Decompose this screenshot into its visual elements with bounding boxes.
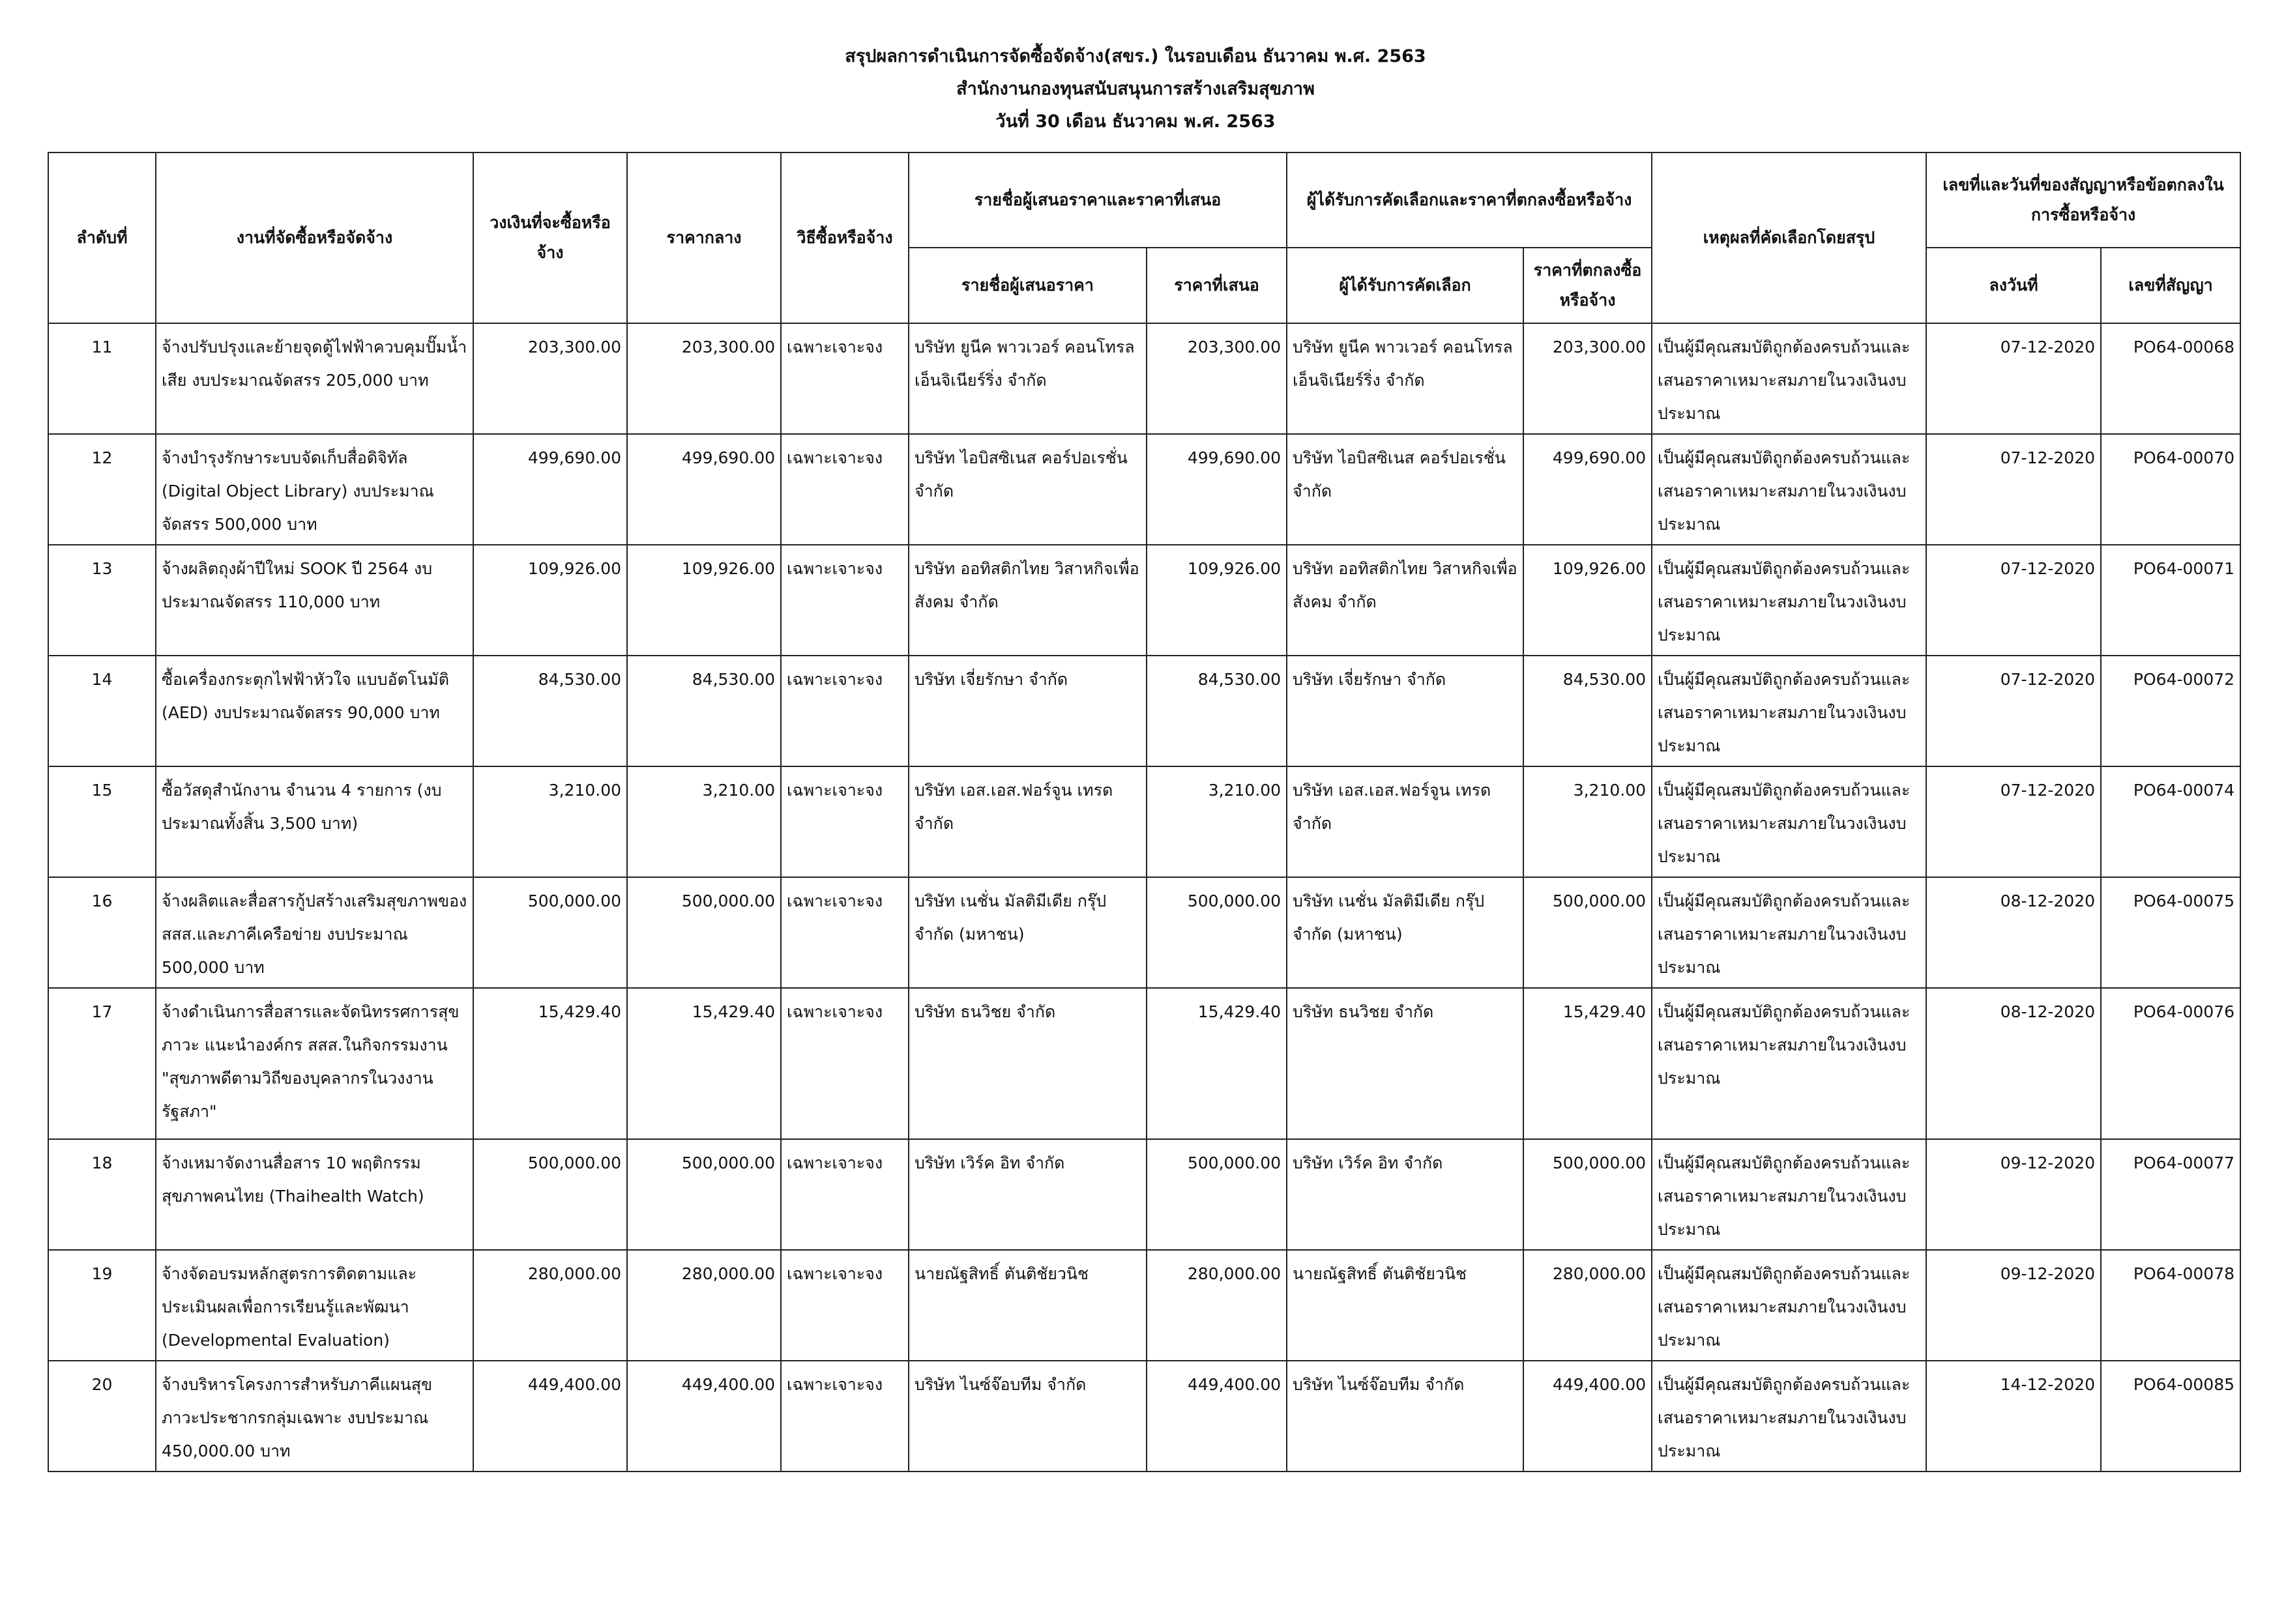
row-no: 20 (48, 1361, 156, 1472)
row-agreed-price: 499,690.00 (1523, 434, 1652, 545)
row-bidder-name: บริษัท ธนวิชย จำกัด (909, 988, 1147, 1139)
row-bidder-name: บริษัท ยูนีค พาวเวอร์ คอนโทรล เอ็นจิเนียร์ริ่ง จำกัด (909, 323, 1147, 434)
col-selected-name-header: ผู้ได้รับการคัดเลือก (1287, 248, 1523, 323)
row-work: จ้างดำเนินการสื่อสารและจัดนิทรรศการสุขภาวะ แนะนำองค์กร สสส.ในกิจกรรมงาน "สุขภาพดีตามวิถีของบุคลากรในวงงานรัฐสภา" (156, 988, 473, 1139)
col-agreed-price-header: ราคาที่ตกลงซื้อหรือจ้าง (1523, 248, 1652, 323)
row-bid-price: 499,690.00 (1147, 434, 1287, 545)
row-bid-price: 500,000.00 (1147, 1139, 1287, 1250)
row-method: เฉพาะเจาะจง (781, 1361, 909, 1472)
row-selected-name: บริษัท ไนซ์จ๊อบทีม จำกัด (1287, 1361, 1523, 1472)
row-contract-no: PO64-00076 (2101, 988, 2240, 1139)
row-bid-price: 203,300.00 (1147, 323, 1287, 434)
row-agreed-price: 500,000.00 (1523, 877, 1652, 988)
row-budget: 500,000.00 (473, 1139, 627, 1250)
report-title: สรุปผลการดำเนินการจัดซื้อจัดจ้าง(สขร.) ในรอบเดือน ธันวาคม พ.ศ. 2563 (845, 46, 1426, 66)
row-method: เฉพาะเจาะจง (781, 656, 909, 766)
row-contract-date: 08-12-2020 (1926, 877, 2101, 988)
col-bidder-name-header: รายชื่อผู้เสนอราคา (909, 248, 1147, 323)
row-contract-date: 07-12-2020 (1926, 434, 2101, 545)
row-reason: เป็นผู้มีคุณสมบัติถูกต้องครบถ้วนและเสนอราคาเหมาะสมภายในวงเงินงบประมาณ (1652, 434, 1926, 545)
row-work: จ้างบำรุงรักษาระบบจัดเก็บสื่อดิจิทัล (Digital Object Library) งบประมาณจัดสรร 500,000 บาท (156, 434, 473, 545)
procurement-table (48, 152, 2241, 1472)
row-selected-name: บริษัท เนชั่น มัลติมีเดีย กรุ๊ป จำกัด (มหาชน) (1287, 877, 1523, 988)
row-budget: 449,400.00 (473, 1361, 627, 1472)
row-budget: 280,000.00 (473, 1250, 627, 1361)
row-selected-name: บริษัท เจี่ยรักษา จำกัด (1287, 656, 1523, 766)
row-no: 16 (48, 877, 156, 988)
row-budget: 499,690.00 (473, 434, 627, 545)
col-work-header: งานที่จัดซื้อหรือจัดจ้าง (156, 152, 473, 323)
row-budget: 15,429.40 (473, 988, 627, 1139)
table-row (48, 988, 2240, 1139)
row-method: เฉพาะเจาะจง (781, 766, 909, 877)
table-row (48, 877, 2240, 988)
table-row (48, 766, 2240, 877)
row-selected-name: นายณัฐสิทธิ์ ตันติชัยวนิช (1287, 1250, 1523, 1361)
row-bidder-name: บริษัท ไอบิสซิเนส คอร์ปอเรชั่น จำกัด (909, 434, 1147, 545)
row-work: จ้างเหมาจัดงานสื่อสาร 10 พฤติกรรมสุขภาพคนไทย (Thaihealth Watch) (156, 1139, 473, 1250)
row-budget: 203,300.00 (473, 323, 627, 434)
row-contract-date: 14-12-2020 (1926, 1361, 2101, 1472)
organization-name: สำนักงานกองทุนสนับสนุนการสร้างเสริมสุขภาพ (956, 79, 1315, 99)
row-median-price: 15,429.40 (627, 988, 781, 1139)
row-contract-date: 08-12-2020 (1926, 988, 2101, 1139)
row-contract-date: 07-12-2020 (1926, 766, 2101, 877)
row-bidder-name: บริษัท เอส.เอส.ฟอร์จูน เทรด จำกัด (909, 766, 1147, 877)
row-no: 12 (48, 434, 156, 545)
row-bid-price: 15,429.40 (1147, 988, 1287, 1139)
row-work: จ้างบริหารโครงการสำหรับภาคีแผนสุขภาวะประชากรกลุ่มเฉพาะ งบประมาณ 450,000.00 บาท (156, 1361, 473, 1472)
row-bid-price: 280,000.00 (1147, 1250, 1287, 1361)
row-method: เฉพาะเจาะจง (781, 1139, 909, 1250)
row-reason: เป็นผู้มีคุณสมบัติถูกต้องครบถ้วนและเสนอราคาเหมาะสมภายในวงเงินงบประมาณ (1652, 1139, 1926, 1250)
row-agreed-price: 449,400.00 (1523, 1361, 1652, 1472)
row-method: เฉพาะเจาะจง (781, 323, 909, 434)
row-no: 14 (48, 656, 156, 766)
row-selected-name: บริษัท เวิร์ค อิท จำกัด (1287, 1139, 1523, 1250)
row-budget: 3,210.00 (473, 766, 627, 877)
row-reason: เป็นผู้มีคุณสมบัติถูกต้องครบถ้วนและเสนอราคาเหมาะสมภายในวงเงินงบประมาณ (1652, 766, 1926, 877)
row-median-price: 84,530.00 (627, 656, 781, 766)
row-bidder-name: บริษัท เนชั่น มัลติมีเดีย กรุ๊ป จำกัด (มหาชน) (909, 877, 1147, 988)
row-contract-no: PO64-00074 (2101, 766, 2240, 877)
row-median-price: 500,000.00 (627, 1139, 781, 1250)
row-bid-price: 3,210.00 (1147, 766, 1287, 877)
row-work: ซื้อเครื่องกระตุกไฟฟ้าหัวใจ แบบอัตโนมัติ (AED) งบประมาณจัดสรร 90,000 บาท (156, 656, 473, 766)
row-agreed-price: 3,210.00 (1523, 766, 1652, 877)
row-work: จ้างผลิตและสื่อสารกู้ปสร้างเสริมสุขภาพของสสส.และภาคีเครือข่าย งบประมาณ 500,000 บาท (156, 877, 473, 988)
row-bidder-name: บริษัท ไนซ์จ๊อบทีม จำกัด (909, 1361, 1147, 1472)
row-agreed-price: 500,000.00 (1523, 1139, 1652, 1250)
row-method: เฉพาะเจาะจง (781, 1250, 909, 1361)
row-no: 18 (48, 1139, 156, 1250)
row-work: จ้างผลิตถุงผ้าปีใหม่ SOOK ปี 2564 งบประมาณจัดสรร 110,000 บาท (156, 545, 473, 656)
row-agreed-price: 109,926.00 (1523, 545, 1652, 656)
row-contract-date: 07-12-2020 (1926, 323, 2101, 434)
col-contract-no-header: เลขที่สัญญา (2101, 248, 2240, 323)
row-no: 17 (48, 988, 156, 1139)
row-bidder-name: บริษัท เจี่ยรักษา จำกัด (909, 656, 1147, 766)
table-row (48, 434, 2240, 545)
table-row (48, 1361, 2240, 1472)
row-reason: เป็นผู้มีคุณสมบัติถูกต้องครบถ้วนและเสนอราคาเหมาะสมภายในวงเงินงบประมาณ (1652, 1361, 1926, 1472)
row-method: เฉพาะเจาะจง (781, 988, 909, 1139)
table-header (48, 152, 2240, 323)
row-contract-date: 07-12-2020 (1926, 656, 2101, 766)
col-method-header: วิธีซื้อหรือจ้าง (781, 152, 909, 323)
row-median-price: 449,400.00 (627, 1361, 781, 1472)
row-method: เฉพาะเจาะจง (781, 434, 909, 545)
row-method: เฉพาะเจาะจง (781, 877, 909, 988)
row-agreed-price: 280,000.00 (1523, 1250, 1652, 1361)
row-work: จ้างปรับปรุงและย้ายจุดตู้ไฟฟ้าควบคุมปั๊มน้ำเสีย งบประมาณจัดสรร 205,000 บาท (156, 323, 473, 434)
row-bidder-name: บริษัท ออทิสติกไทย วิสาหกิจเพื่อสังคม จำกัด (909, 545, 1147, 656)
row-bidder-name: บริษัท เวิร์ค อิท จำกัด (909, 1139, 1147, 1250)
row-contract-date: 09-12-2020 (1926, 1250, 2101, 1361)
row-no: 15 (48, 766, 156, 877)
row-no: 19 (48, 1250, 156, 1361)
row-contract-no: PO64-00085 (2101, 1361, 2240, 1472)
row-selected-name: บริษัท ธนวิชย จำกัด (1287, 988, 1523, 1139)
row-agreed-price: 15,429.40 (1523, 988, 1652, 1139)
row-median-price: 500,000.00 (627, 877, 781, 988)
row-selected-name: บริษัท ยูนีค พาวเวอร์ คอนโทรล เอ็นจิเนียร์ริ่ง จำกัด (1287, 323, 1523, 434)
row-selected-name: บริษัท ออทิสติกไทย วิสาหกิจเพื่อสังคม จำกัด (1287, 545, 1523, 656)
row-budget: 84,530.00 (473, 656, 627, 766)
report-date: วันที่ 30 เดือน ธันวาคม พ.ศ. 2563 (995, 111, 1276, 132)
row-contract-no: PO64-00068 (2101, 323, 2240, 434)
row-contract-no: PO64-00077 (2101, 1139, 2240, 1250)
row-contract-date: 07-12-2020 (1926, 545, 2101, 656)
row-work: จ้างจัดอบรมหลักสูตรการติดตามและประเมินผลเพื่อการเรียนรู้และพัฒนา (Developmental Evaluation) (156, 1250, 473, 1361)
col-median-price-header: ราคากลาง (627, 152, 781, 323)
row-contract-no: PO64-00078 (2101, 1250, 2240, 1361)
row-median-price: 280,000.00 (627, 1250, 781, 1361)
col-contract-date-header: ลงวันที่ (1926, 248, 2101, 323)
row-agreed-price: 84,530.00 (1523, 656, 1652, 766)
row-agreed-price: 203,300.00 (1523, 323, 1652, 434)
col-budget-header: วงเงินที่จะซื้อหรือจ้าง (473, 152, 627, 323)
row-reason: เป็นผู้มีคุณสมบัติถูกต้องครบถ้วนและเสนอราคาเหมาะสมภายในวงเงินงบประมาณ (1652, 1250, 1926, 1361)
row-reason: เป็นผู้มีคุณสมบัติถูกต้องครบถ้วนและเสนอราคาเหมาะสมภายในวงเงินงบประมาณ (1652, 545, 1926, 656)
table-row (48, 545, 2240, 656)
col-selected-group-header: ผู้ได้รับการคัดเลือกและราคาที่ตกลงซื้อหรือจ้าง (1287, 152, 1652, 248)
col-bidders-group-header: รายชื่อผู้เสนอราคาและราคาที่เสนอ (909, 152, 1287, 248)
col-no-header: ลำดับที่ (48, 152, 156, 323)
row-median-price: 499,690.00 (627, 434, 781, 545)
document-header (0, 40, 2271, 138)
col-contract-group-header: เลขที่และวันที่ของสัญญาหรือข้อตกลงในการซื้อหรือจ้าง (1926, 152, 2240, 248)
col-bid-price-header: ราคาที่เสนอ (1147, 248, 1287, 323)
row-work: ซื้อวัสดุสำนักงาน จำนวน 4 รายการ (งบประมาณทั้งสิ้น 3,500 บาท) (156, 766, 473, 877)
row-bid-price: 84,530.00 (1147, 656, 1287, 766)
row-bid-price: 109,926.00 (1147, 545, 1287, 656)
table-row (48, 656, 2240, 766)
row-contract-no: PO64-00072 (2101, 656, 2240, 766)
row-reason: เป็นผู้มีคุณสมบัติถูกต้องครบถ้วนและเสนอราคาเหมาะสมภายในวงเงินงบประมาณ (1652, 656, 1926, 766)
row-reason: เป็นผู้มีคุณสมบัติถูกต้องครบถ้วนและเสนอราคาเหมาะสมภายในวงเงินงบประมาณ (1652, 988, 1926, 1139)
row-median-price: 203,300.00 (627, 323, 781, 434)
row-reason: เป็นผู้มีคุณสมบัติถูกต้องครบถ้วนและเสนอราคาเหมาะสมภายในวงเงินงบประมาณ (1652, 323, 1926, 434)
row-bidder-name: นายณัฐสิทธิ์ ตันติชัยวนิช (909, 1250, 1147, 1361)
table-row (48, 1139, 2240, 1250)
row-bid-price: 500,000.00 (1147, 877, 1287, 988)
row-contract-no: PO64-00075 (2101, 877, 2240, 988)
row-no: 11 (48, 323, 156, 434)
row-median-price: 109,926.00 (627, 545, 781, 656)
row-method: เฉพาะเจาะจง (781, 545, 909, 656)
col-reason-header: เหตุผลที่คัดเลือกโดยสรุป (1652, 152, 1926, 323)
row-contract-no: PO64-00070 (2101, 434, 2240, 545)
row-contract-no: PO64-00071 (2101, 545, 2240, 656)
row-budget: 500,000.00 (473, 877, 627, 988)
row-contract-date: 09-12-2020 (1926, 1139, 2101, 1250)
row-no: 13 (48, 545, 156, 656)
row-selected-name: บริษัท ไอบิสซิเนส คอร์ปอเรชั่น จำกัด (1287, 434, 1523, 545)
table-row (48, 1250, 2240, 1361)
table-row (48, 323, 2240, 434)
row-bid-price: 449,400.00 (1147, 1361, 1287, 1472)
row-budget: 109,926.00 (473, 545, 627, 656)
table-body (48, 323, 2240, 1472)
row-reason: เป็นผู้มีคุณสมบัติถูกต้องครบถ้วนและเสนอราคาเหมาะสมภายในวงเงินงบประมาณ (1652, 877, 1926, 988)
row-selected-name: บริษัท เอส.เอส.ฟอร์จูน เทรด จำกัด (1287, 766, 1523, 877)
row-median-price: 3,210.00 (627, 766, 781, 877)
